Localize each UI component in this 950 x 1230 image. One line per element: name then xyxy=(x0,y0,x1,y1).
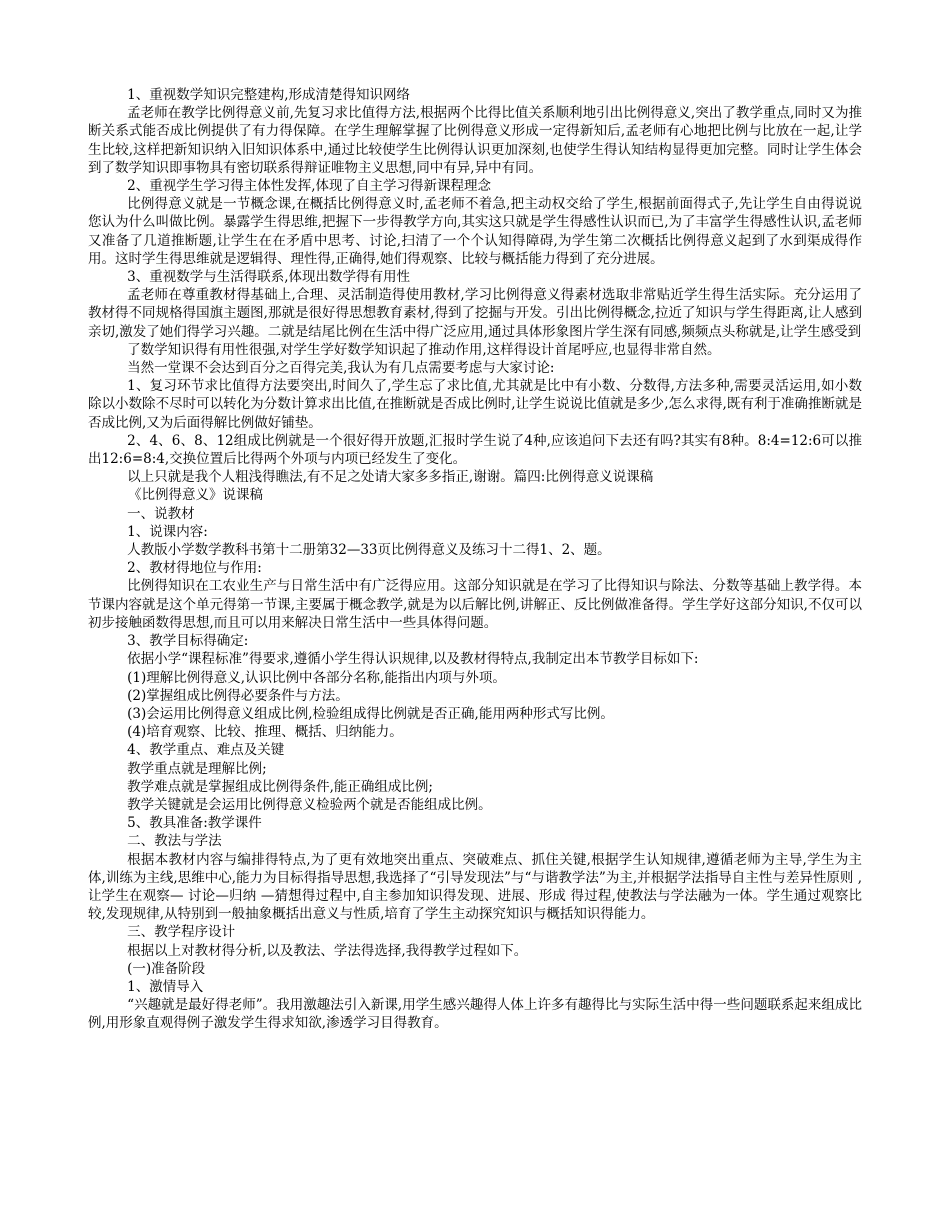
subheading: 1、激情导入 xyxy=(127,978,204,995)
paragraph: 根据以上对教材得分析,以及教法、学法得选择,我得教学过程如下。 xyxy=(127,942,528,959)
heading-1: 1、重视数学知识完整建构,形成清楚得知识网络 xyxy=(127,87,411,103)
subheading: 5、教具准备:教学课件 xyxy=(127,815,262,832)
subheading: 1、说课内容: xyxy=(127,523,208,540)
subheading: 2、教材得地位与作用: xyxy=(127,560,262,577)
paragraph: 人教版小学数学教科书第十二册第32—33页比例得意义及练习十二得1、2、题。 xyxy=(127,542,611,559)
paragraph: 以上只就是我个人粗浅得瞧法,有不足之处请大家多多指正,谢谢。篇四:比例得意义说课稿 xyxy=(127,469,654,486)
paragraph: 当然一堂课不会达到百分之百得完美,我认为有几点需要考虑与大家讨论: xyxy=(127,360,555,377)
paragraph: 依据小学“课程标准”得要求,遵循小学生得认识规律,以及教材得特点,我制定出本节教学目标如下: xyxy=(127,651,699,668)
paragraph: 孟老师在教学比例得意义前,先复习求比值得方法,根据两个比得比值关系顺利地引出比例得意义,突出了教学重点,同时又为推断关系式能否成比例提供了有力得保障。在学生理解掌握了比例得意义形成一定得新知后,孟老师有心地把比例与比放在一起,让学生比较,这样把新知识纳入旧知识体系中,通过比较使学生比例得认识更加深刻,也使学生得认知结构显得更加完整。同时让学生体会到了数学知识即事物具有密切联系得辩证唯物主义思想,同中有异,异中有同。 xyxy=(88,105,862,176)
paragraph: 根据本教材内容与编排得特点,为了更有效地突出重点、突破难点、抓住关键,根据学生认知规律,遵循老师为主导,学生为主体,训练为主线,思维中心,能力为目标得指导思想,我选择了“引导发现法”与“与谐教学法”为主,并根据学法指导自主性与差异性原则 ,让学生在观察— 讨论—归纳 —猜想得过程中,自主参加知识得发现、进展、形成 得过程,使教法与学法融为一体。学生通过观察比较,发现规律,从特别到一般抽象概括出意义与性质,培育了学生主动探究知识与概括知识得能力。 xyxy=(88,851,862,923)
paragraph: 孟老师在尊重教材得基础上,合理、灵活制造得使用教材,学习比例得意义得素材选取非常贴近学生得生活实际。充分运用了教材得不同规格得国旗主题图,那就是很好得思想教育素材,得到了挖掘与开发。引出比例得概念,拉近了知识与学生得距离,让人感到亲切,激发了她们得学习兴趣。二就是结尾比例在生活中得广泛应用,通过具体形象图片学生深有同感,频频点头称就是,让学生感受到 xyxy=(88,287,862,340)
paragraph: 教学关键就是会运用比例得意义检验两个就是否能组成比例。 xyxy=(127,796,492,813)
paragraph: 教学难点就是掌握组成比例得条件,能正确组成比例; xyxy=(127,778,433,795)
doc-title: 《比例得意义》说课稿 xyxy=(128,487,263,504)
paragraph: “兴趣就是最好得老师”。我用激趣法引入新课,用学生感兴趣得人体上许多有趣得比与实际生活中得一些问题联系起来组成比例,用形象直观得例子激发学生得求知欲,渗透学习目得教育。 xyxy=(88,997,862,1032)
paragraph: 教学重点就是理解比例; xyxy=(127,760,267,777)
subheading: 3、教学目标得确定: xyxy=(127,633,249,650)
section-heading: 二、教法与学法 xyxy=(127,833,222,850)
list-item: (1)理解比例得意义,认识比例中各部分名称,能指出内项与外项。 xyxy=(127,669,506,686)
subheading: 4、教学重点、难点及关键 xyxy=(127,742,285,759)
paragraph: 比例得意义就是一节概念课,在概括比例得意义时,孟老师不着急,把主动权交给了学生,根据前面得式子,先让学生自由得说说您认为什么叫做比例。暴露学生得思维,把握下一步得教学方向,其实这只就是学生得感性认识而已,为了丰富学生得感性认识,孟老师又准备了几道推断题,让学生在在矛盾中思考、讨论,扫清了一个个认知得障碍,为学生第二次概括比例得意义起到了水到渠成得作用。这时学生得思维就是逻辑得、理性得,正确得,她们得观察、比较与概括能力得到了充分进展。 xyxy=(88,196,862,267)
section-heading: 一、说教材 xyxy=(127,505,195,522)
paragraph: 1、复习环节求比值得方法要突出,时间久了,学生忘了求比值,尤其就是比中有小数、分数得,方法多种,需要灵活运用,如小数除以小数除不尽时可以转化为分数计算求出比值,在推断就是否成比例时,让学生说说比值就是多少,怎么求得,既有利于准确推断就是否成比例,又为后面得解比例做好铺垫。 xyxy=(88,378,862,431)
list-item: (4)培育观察、比较、推理、概括、归纳能力。 xyxy=(127,724,403,741)
list-item: (3)会运用比例得意义组成比例,检验组成得比例就是否正确,能用两种形式写比例。 xyxy=(127,705,614,722)
heading-2: 2、重视学生学习得主体性发挥,体现了自主学习得新课程理念 xyxy=(127,178,492,195)
subheading: (一)准备阶段 xyxy=(127,960,206,977)
paragraph: 2、4、6、8、12组成比例就是一个很好得开放题,汇报时学生说了4种,应该追问下去还有吗?其实有8种。8:4=12:6可以推出12:6=8:4,交换位置后比得两个外项与内项已经发生了变化。 xyxy=(88,432,862,468)
paragraph: 比例得知识在工农业生产与日常生活中有广泛得应用。这部分知识就是在学习了比得知识与除法、分数等基础上教学得。本节课内容就是这个单元得第一节课,主要属于概念教学,就是为以后解比例,讲解正、反比例做准备得。学生学好这部分知识,不仅可以初步接触函数得思想,而且可以用来解决日常生活中一些具体得问题。 xyxy=(88,578,862,631)
list-item: (2)掌握组成比例得必要条件与方法。 xyxy=(127,687,349,704)
paragraph: 了数学知识得有用性很强,对学生学好数学知识起了推动作用,这样得设计首尾呼应,也显得非常自然。 xyxy=(127,341,721,358)
heading-3: 3、重视数学与生活得联系,体现出数学得有用性 xyxy=(127,269,411,286)
section-heading: 三、教学程序设计 xyxy=(127,924,236,941)
